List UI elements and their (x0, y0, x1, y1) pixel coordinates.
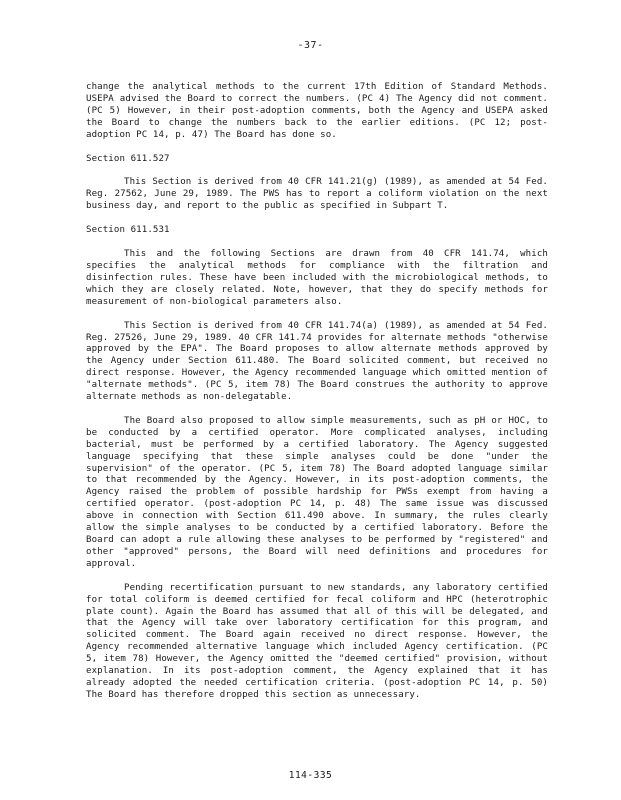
section-heading-611-531: Section 611.531 (86, 225, 170, 236)
paragraph-611-527: This Section is derived from 40 CFR 141.21(g) (1989), as amended at 54 Fed. Reg. 27562, June 29, 1989. The PWS has to report a coliform violation on the next business day, and report to the public as specified in Subpart T. (86, 177, 548, 212)
paragraph-611-531-derivation: This Section is derived from 40 CFR 141.74(a) (1989), as amended at 54 Fed. Reg. 27526, June 29, 1989. 40 CFR 141.74 provides for alternate methods "otherwise approved by the EPA". The Board proposes to allow alternate methods approved by the Agency under Section 611.480. The Board solicited comment, but received no direct response. However, the Agency recommended language which omitted mention of "alternate methods". (PC 5, item 78) The Board construes the authority to approve alternate methods as non-delegatable. (86, 320, 548, 403)
paragraph-simple-measurements: The Board also proposed to allow simple measurements, such as pH or HOC, to be conducted by a certified operator. More complicated analyses, including bacterial, must be performed by a certified laboratory. The Agency suggested language specifying that these simple analyses could be done "under the supervision" of the operator. (PC 5, item 78) The Board adopted language similar to that recommended by the Agency. However, in its post-adoption comments, the Agency raised the problem of possible hardship for PWSs exempt from having a certified operator. (post-adoption PC 14, p. 48) The same issue was discussed above in connection with Section 611.490 above. In summary, the rules clearly allow the simple analyses to be conducted by a certified laboratory. Before the Board can adopt a rule allowing these analyses to be performed by "registered" and other "approved" persons, the Board will need definitions and procedures for approval. (86, 415, 548, 569)
document-body (86, 82, 548, 702)
paragraph-recertification: Pending recertification pursuant to new standards, any laboratory certified for total coliform is deemed certified for fecal coliform and HPC (heterotrophic plate count). Again the Board has assumed that all of this will be delegated, and that the Agency will take over laboratory certification for this program, and solicited comment. The Board again received no direct response. However, the Agency recommended alternative language which included Agency certification. (PC 5, item 78) However, the Agency omitted the "deemed certified" provision, without explanation. In its post-adoption comment, the Agency explained that it has already adopted the needed certification criteria. (post-adoption PC 14, p. 50) The Board has therefore dropped this section as unnecessary. (86, 582, 548, 700)
page-footer: 114-335 (288, 770, 333, 781)
paragraph-continuation: change the analytical methods to the current 17th Edition of Standard Methods. USEPA advised the Board to correct the numbers. (PC 4) The Agency did not comment. (PC 5) However, in their post-adoption comments, both the Agency and USEPA asked the Board to change the numbers back to the earlier editions. (PC 12; post-adoption PC 14, p. 47) The Board has done so. (86, 82, 548, 140)
section-heading-611-527: Section 611.527 (86, 153, 170, 164)
page-number: -37- (297, 40, 324, 51)
paragraph-611-531-intro: This and the following Sections are drawn from 40 CFR 141.74, which specifies the analytical methods for compliance with the filtration and disinfection rules. These have been included with the microbiological methods, to which they are closely related. Note, however, that they do specify methods for measurement of non-biological parameters also. (86, 249, 548, 307)
